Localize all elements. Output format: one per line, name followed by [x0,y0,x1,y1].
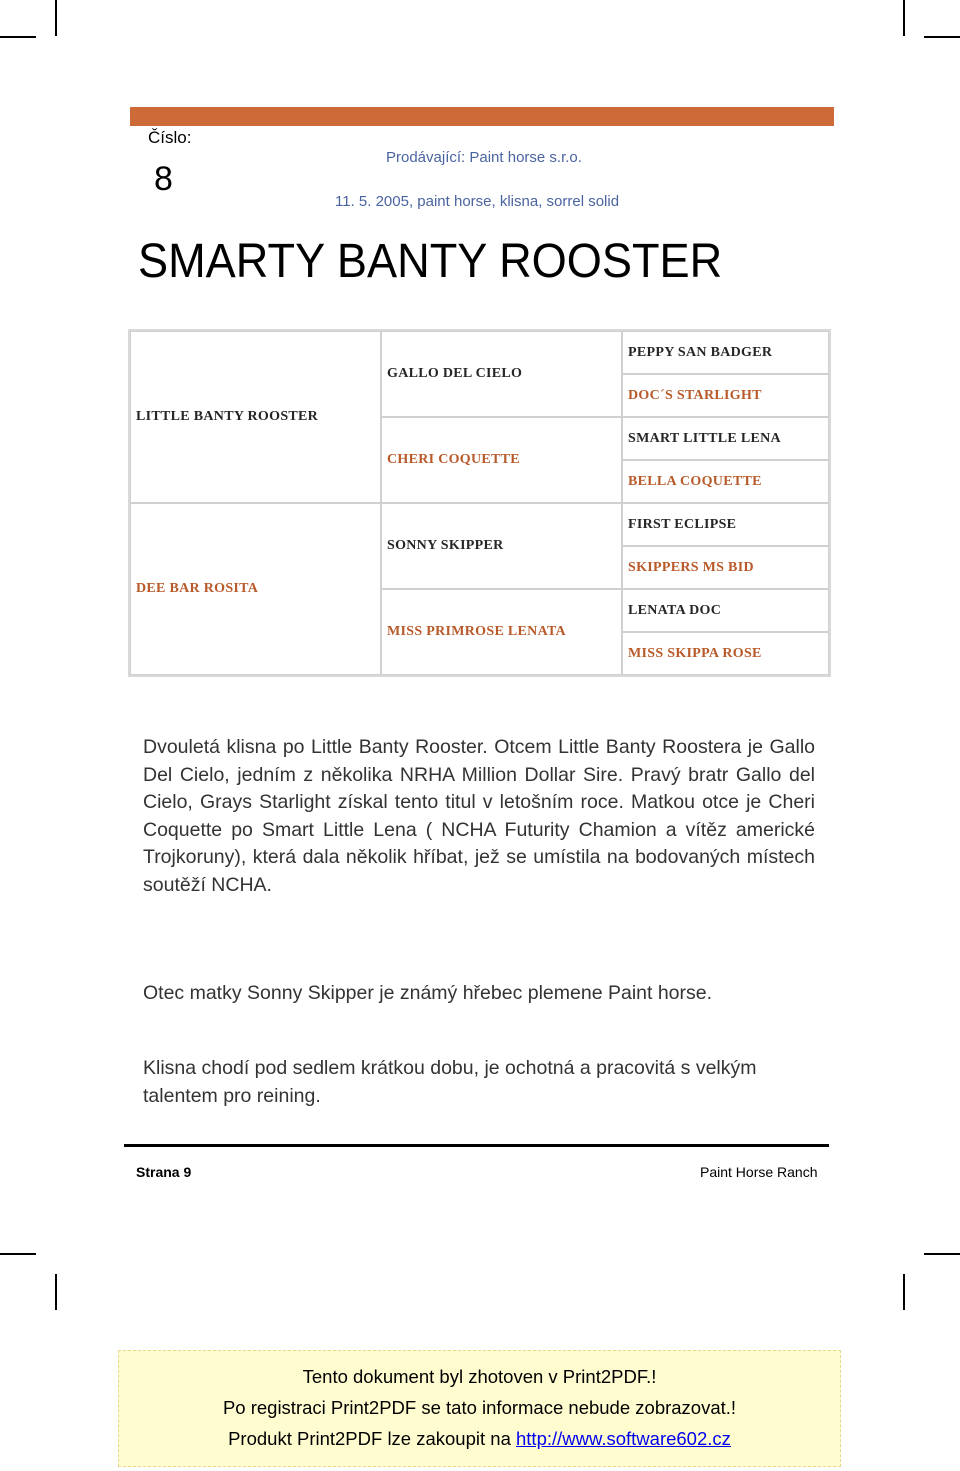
cislo-label: Číslo: [148,128,192,147]
description-paragraph: Dvouletá klisna po Little Banty Rooster. Otcem Little Banty Roostera je Gallo Del Cielo, jedním z několika NRHA Million Dollar Sire. Pravý bratr Gallo del Cielo, Grays Starlight získal tento titul v letošním roce. Matkou otce je Cheri Coquette po Smart Little Lena ( NCHA Futurity Chamion a vítěz americké Trojkoruny), která dala několik hříbat, jež se umístila na bodovaných místech soutěží NCHA. [143,736,815,896]
pedigree-dam-sire: SONNY SKIPPER [381,503,622,589]
cislo-number: 8 [154,160,173,198]
pedigree-great-grandparent: LENATA DOC [622,589,829,632]
pedigree-dam-dam: MISS PRIMROSE LENATA [381,589,622,675]
footer-company: Paint Horse Ranch [700,1164,818,1180]
description-paragraph: Klisna chodí pod sedlem krátkou dobu, je ochotná a pracovitá s velkým talentem pro reining. [143,1057,757,1107]
pedigree-sire-dam: CHERI COQUETTE [381,417,622,503]
crop-mark [903,0,905,36]
pedigree-sire: LITTLE BANTY ROOSTER [130,331,381,503]
pedigree-great-grandparent: BELLA COQUETTE [622,460,829,503]
footer-rule [124,1144,829,1147]
pedigree-great-grandparent: MISS SKIPPA ROSE [622,632,829,675]
pedigree-dam: DEE BAR ROSITA [130,503,381,675]
pedigree-great-grandparent: SMART LITTLE LENA [622,417,829,460]
header-accent-bar [130,107,834,126]
horse-info-line: 11. 5. 2005, paint horse, klisna, sorrel solid [335,193,620,210]
software602-link[interactable]: http://www.software602.cz [516,1428,731,1449]
crop-mark [55,0,57,36]
seller-line: Prodávající: Paint horse s.r.o. [386,149,582,166]
footer-page-number: Strana 9 [136,1164,192,1180]
crop-mark [903,1274,905,1310]
notice-line [119,1423,840,1454]
pedigree-table [128,329,831,677]
crop-mark [924,36,960,38]
notice-line: Tento dokument byl zhotoven v Print2PDF.! [302,1366,657,1387]
notice-line: Po registraci Print2PDF se tato informace nebude zobrazovat.! [222,1397,737,1418]
crop-mark [924,1253,960,1255]
description-paragraph: Otec matky Sonny Skipper je známý hřebec plemene Paint horse. [143,982,713,1004]
crop-mark [0,36,36,38]
page-title: SMARTY BANTY ROOSTER [138,235,723,288]
pedigree-great-grandparent: SKIPPERS MS BID [622,546,829,589]
pedigree-sire-sire: GALLO DEL CIELO [381,331,622,417]
pedigree-great-grandparent: FIRST ECLIPSE [622,503,829,546]
notice-line-prefix: Produkt Print2PDF lze zakoupit na [228,1428,516,1449]
pedigree-great-grandparent: DOC´S STARLIGHT [622,374,829,417]
crop-mark [55,1274,57,1310]
pedigree-great-grandparent: PEPPY SAN BADGER [622,331,829,374]
crop-mark [0,1253,36,1255]
print2pdf-notice [118,1350,841,1467]
